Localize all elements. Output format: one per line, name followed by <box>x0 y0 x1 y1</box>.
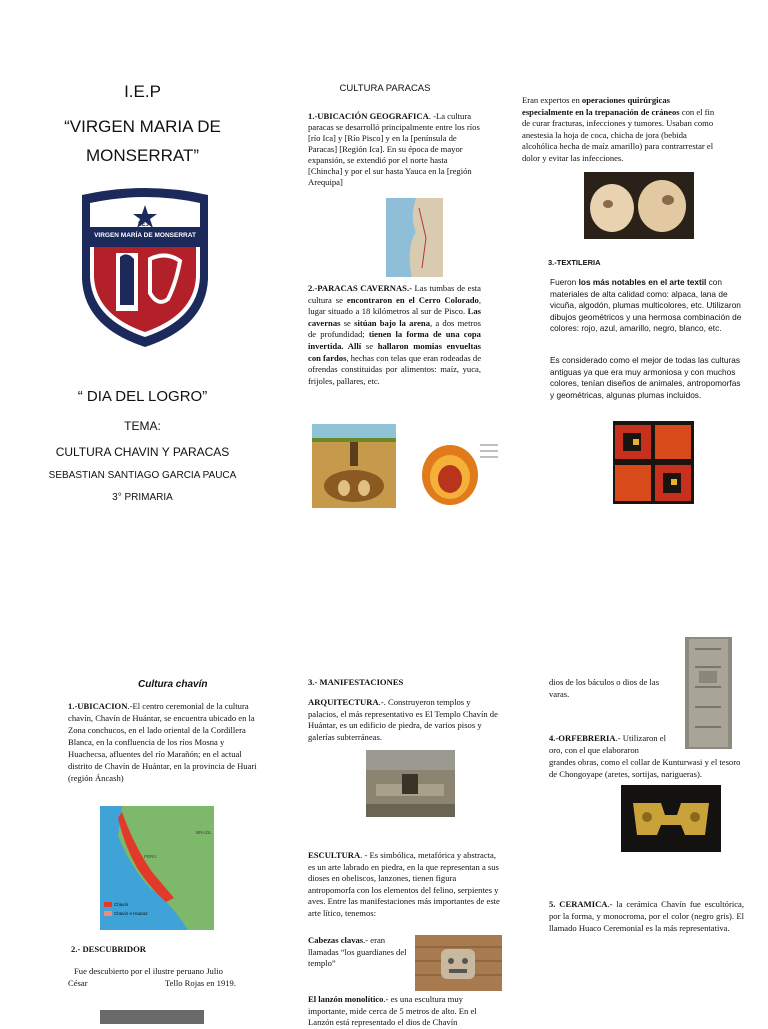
school-name <box>40 112 245 170</box>
paracas-s2-bold: hallaron momias envueltas con fardos <box>308 340 481 363</box>
paracas-s2-text: , a dos metros de profundidad; <box>308 317 481 340</box>
crest-text-top: I.E.P. <box>138 222 152 228</box>
map-legend-chavin: Chavín <box>114 902 129 907</box>
map-label-brasil: BRAZIL <box>196 830 212 835</box>
paracas-s1-body: . -La cultura paracas se desarrolló principalmente entre los ríos [río Ica] y [Río Pisco] y en la [península de Paracas] [Región Ica]. En su época de mayor expansión, se extendió por el norte hasta [Chincha] y por el sur hasta Yauca en la [región Arequipa] <box>308 111 480 187</box>
arquitectura-head: ARQUITECTURA <box>308 697 379 707</box>
paracas-s2-text: Las tumbas de esta cultura se <box>308 283 481 305</box>
student-name: SEBASTIAN SANTIAGO GARCIA PAUCA <box>48 470 237 481</box>
grade: 3° PRIMARIA <box>112 492 173 503</box>
paracas-title: CULTURA PARACAS <box>339 83 431 94</box>
arquitectura-body: .-. Construyeron templos y palacios, el más representativo es El Templo Chavín de Huántar, es un edificio de piedra, de varios pisos y galerías subterráneas. <box>308 697 498 742</box>
descubridor-head: 2.- DESCUBRIDOR <box>71 944 146 954</box>
ceramica-body: .- la cerámica Chavín fue escultórica, por la forma, y monocroma, por el color (negro gris). El llamado Huaco Ceremonial es la más representativa. <box>549 899 744 933</box>
crest-text-name: VIRGEN MARÍA DE MONSERRAT <box>94 232 196 239</box>
chavin-section-1 <box>68 700 264 784</box>
textile-head: 3.-TEXTILERIA <box>548 258 601 267</box>
lanzon-image <box>685 637 732 749</box>
lanzon-head: El lanzón monolítico <box>308 994 384 1004</box>
paracas-caverns-image <box>312 424 396 508</box>
paracas-map-image <box>386 198 443 277</box>
temple-image <box>366 750 455 817</box>
tema-value: CULTURA CHAVIN Y PARACAS <box>55 445 230 459</box>
cabezas-clavas-body: .- eran llamadas “los guardianes del templo” <box>308 935 407 969</box>
orfebreria-paragraph-2: grandes obras, como el collar de Kunturwasi y el tesoro de Chongoyape (aretes, sortijas, narigueras). <box>549 757 741 779</box>
textile-image <box>613 421 694 504</box>
paracas-s2-bold: tienen la forma de una copa invertida. Allí <box>308 329 481 351</box>
chavin-title: Cultura chavín <box>138 679 208 690</box>
cabezas-clavas-paragraph <box>308 935 412 970</box>
cabezas-clavas-head: Cabezas clavas <box>308 935 364 945</box>
map-legend-chavin-huaraz: Chavín e Huaraz <box>114 911 148 916</box>
orfebreria-body: .- Utilizaron el oro, con el que elaboraron <box>549 733 666 755</box>
paracas-s2-bold: sitúan bajo la arena <box>354 317 430 328</box>
cabeza-clava-image <box>415 935 502 991</box>
descubridor-body-1: Fue descubierto por el ilustre peruano Julio <box>74 966 223 976</box>
ceramica-paragraph <box>549 899 744 934</box>
school-name-line1: “VIRGEN MARIA DE <box>64 117 221 136</box>
paracas-section-1 <box>308 111 481 188</box>
trepanation-bold: operaciones quirúrgicas especialmente en la trepanación de cráneos <box>522 95 680 117</box>
tema-label: TEMA: <box>124 419 161 433</box>
paracas-section-2 <box>308 283 481 387</box>
paracas-s2-head: 2.-PARACAS CAVERNAS.- <box>308 283 412 293</box>
textile-bold: los más notables en el arte textil <box>578 277 707 287</box>
gold-jewelry-image <box>621 785 721 852</box>
school-crest <box>78 187 212 351</box>
skulls-image <box>584 172 694 239</box>
chavin-map-image <box>100 806 214 930</box>
paracas-s2-bold: encontraron en el Cerro Colorado <box>346 294 479 305</box>
school-name-line2: MONSERRAT” <box>85 146 199 165</box>
paracas-s2-text: se <box>361 340 378 351</box>
descubridor-body-2a: César <box>68 978 88 988</box>
escultura-head: ESCULTURA <box>308 850 361 860</box>
paracas-tomb-diagram-image <box>420 437 500 507</box>
arquitectura-paragraph <box>308 697 498 743</box>
paracas-s1-head: 1.-UBICACIÓN GEOGRAFICA <box>308 111 429 121</box>
textile-text: Fueron <box>550 277 579 287</box>
textile-paragraph-1 <box>550 277 744 335</box>
ceramica-head: 5. CERAMICA <box>549 899 608 909</box>
map-label-peru: PERU <box>144 854 157 859</box>
cover-iep: I.E.P <box>124 82 161 101</box>
paracas-s2-bold: Las cavernas <box>308 306 481 328</box>
orfebreria-paragraph-1 <box>549 733 679 756</box>
chavin-s1-body: .-El centro ceremonial de la cultura chavín, Chavín de Huántar, se encuentra ubicado en la Zona conchucos, en el lado oriental de la Cordillera Blanca, en la confluencia de los ríos Mosna y Huachecsa, afluentes del río Marañón; en el actual distrito de Chavín de Huántar, en la provincia de Huari (región Áncash) <box>68 701 257 783</box>
manifestaciones-head: 3.- MANIFESTACIONES <box>308 677 404 687</box>
descubridor-body-2b: Tello Rojas en 1919. <box>165 978 237 988</box>
chavin-s1-head: 1.-UBICACION <box>68 701 128 711</box>
escultura-body: . - Es simbólica, metafórica y abstracta, es un arte labrado en piedra, en la que representan a sus dioses en obeliscos, lanzones, tienen figura antropomorfa con los elementos del felino, serpientes y aves. Entre las manifestaciones más importantes de este arte lítico, tenemos: <box>308 850 500 918</box>
textile-text: con materiales de alta calidad como: alpaca, lana de vicuña, algodón, plumas multicolores, etc. Utilizaron dibujos geométricos y una hermosa combinación de colores: rojo, azul, amarillo, negro, blanco, etc. <box>550 277 742 333</box>
trepanation-text: Eran expertos en <box>522 95 582 105</box>
trepanation-text: con el fin de curar fracturas, infecciones y tumores. Usaban como anestesia la hoja de coca, chicha de jora (bebida alcohólica hecha de maíz amarillo) para contrarrestar el dolor y evitar las infecciones. <box>522 106 715 163</box>
tello-portrait-image <box>100 1010 204 1024</box>
escultura-paragraph <box>308 850 501 920</box>
event-title: “ DIA DEL LOGRO” <box>77 388 208 405</box>
paracas-s2-text: , lugar situado a 18 kilómetros al sur de Pisco. <box>308 294 481 317</box>
lanzon-body: .- es una escultura muy importante, mide cerca de 5 metros de alto. En el Lanzón está representado el dios de Chavín <box>308 994 477 1028</box>
trepanation-paragraph <box>522 95 720 164</box>
paracas-s2-text: se <box>340 317 355 328</box>
dios-paragraph: dios de los báculos o dios de las varas. <box>549 677 660 699</box>
textile-paragraph-2: Es considerado como el mejor de todas las culturas antiguas ya que era muy armoniosa y con muchos colores, tenían diseños de animales, antropomorfas y geométricas, algunas plumas incluidos. <box>550 355 741 400</box>
paracas-s2-text: , hechas con telas que eran rodeadas de ofrendas constituidas por alimentos: maíz, yuca, frijoles, pallares, etc. <box>308 352 482 386</box>
orfebreria-head: 4.-ORFEBRERIA <box>549 733 616 743</box>
